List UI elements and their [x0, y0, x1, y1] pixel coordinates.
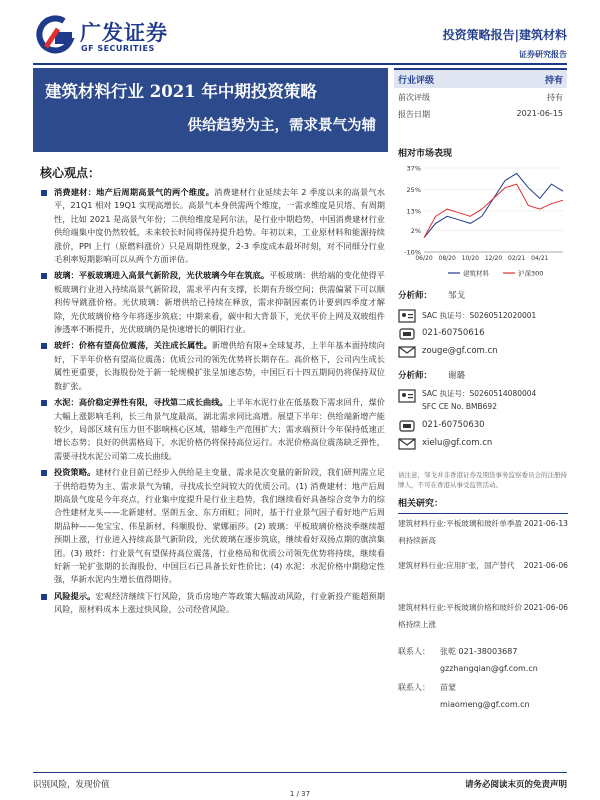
- core-paragraph: [40, 339, 385, 393]
- gf-logo-icon: [34, 15, 76, 57]
- header-divider: [33, 63, 567, 65]
- analyst-sac-number: SAC 执证号：S0260512020001: [422, 311, 537, 320]
- contact-email[interactable]: gzzhangqian@gf.com.cn: [440, 664, 538, 673]
- contact-email[interactable]: miaomeng@gf.com.cn: [440, 700, 530, 709]
- y-tick-label: 2%: [410, 227, 421, 236]
- analyst-sfc-number: SFC CE No. BMB692: [422, 402, 497, 411]
- related-item[interactable]: [398, 557, 568, 599]
- analyst-name: 谢璐: [448, 371, 466, 381]
- previous-rating-label: 前次评级: [398, 93, 430, 102]
- bullet-icon: [41, 400, 47, 406]
- paragraph-text: 宏观经济继续下行风险，货币房地产等政策大幅波动风险，行业新投产能超预期风险，原材料成本上涨过快风险，公司经营风险。: [54, 590, 385, 615]
- analyst-email[interactable]: xielu@gf.com.cn: [422, 438, 493, 448]
- paragraph-lead: 消费建材：地产后周期高景气的两个维度。: [54, 187, 215, 197]
- chart-title: 相对市场表现: [398, 149, 453, 159]
- report-date-value: 2021-06-15: [516, 109, 563, 118]
- phone-icon: [398, 418, 416, 434]
- rating-value: 持有: [544, 76, 563, 86]
- footer-divider: [33, 772, 567, 773]
- email-icon: [398, 344, 416, 360]
- contact-row: [398, 698, 568, 716]
- x-tick-label: 06/20: [415, 255, 433, 262]
- contact-row: [398, 662, 568, 680]
- paragraph-lead: 玻璃：平板玻璃进入高景气新阶段，光伏玻璃今年在筑底。: [54, 270, 270, 281]
- phone-icon: [398, 326, 416, 342]
- analyst-role: 分析师：: [398, 291, 433, 301]
- core-views-heading: 核心观点：: [40, 166, 101, 180]
- analyst-head: [398, 286, 568, 304]
- contact-label: 联系人：: [398, 683, 430, 692]
- series-line: [424, 173, 563, 237]
- analysts: [398, 286, 568, 490]
- paragraph-lead: 水泥：高价稳定弹性有限，寻找第二成长曲线。: [54, 397, 228, 408]
- analyst-role: 分析师：: [398, 371, 433, 381]
- analyst-name: 邹戈: [448, 291, 466, 301]
- report-subtitle: 供给趋势为主，需求景气为辅: [187, 117, 376, 134]
- logo-chinese-name: 广发证券: [80, 21, 168, 45]
- paragraph-text: 平板玻璃：供给端的变化使得平板玻璃行业进入持续高景气新阶段，需求平内有支撑，长期有升级空间；供需偏紧下可以顺利传导跳涨价格。光伏玻璃：新增供给已持续在释放，需求抑制因素仍计要到四季度才解除，光伏玻璃价格今年将逐步筑底；中期来看，碳中和大背景下，光伏平价上网及双玻组件渗透率不断提升，光伏玻璃仍是快速增长的朝阳行业。: [54, 270, 385, 335]
- report-date-row: [394, 105, 567, 122]
- y-tick-label: 13%: [406, 207, 421, 216]
- analyst-card: [398, 366, 568, 466]
- contacts: [398, 644, 568, 716]
- previous-rating-value: 持有: [547, 93, 563, 102]
- contact-name-phone: [440, 646, 517, 657]
- footer-disclaimer: 请务必阅读末页的免责声明: [464, 780, 567, 790]
- contact-row: [398, 644, 568, 662]
- contact-name: 苗蒙: [440, 683, 456, 692]
- report-title: 建筑材料行业 2021 年中期投资策略: [45, 82, 317, 101]
- x-tick-label: 10/20: [461, 255, 479, 262]
- footer-slogan: 识别风险，发现价值: [33, 780, 110, 790]
- bullet-icon: [41, 343, 47, 349]
- previous-rating-row: [394, 88, 567, 105]
- related-research-heading: 相关研究：: [398, 496, 568, 514]
- rating-label: 行业评级: [398, 76, 435, 86]
- id-card-icon: [398, 308, 416, 324]
- report-date-label: 报告日期: [398, 110, 430, 119]
- bullet-icon: [41, 273, 47, 279]
- related-item-date: 2021-06-13: [523, 519, 568, 528]
- related-item-date: 2021-06-06: [523, 603, 568, 612]
- related-item-title[interactable]: 建筑材料行业:平板玻璃价格和玻纤价格持续上涨: [398, 603, 523, 629]
- core-views: [40, 186, 385, 620]
- gf-logo: [34, 15, 194, 57]
- report-type: 证券研究报告: [519, 50, 567, 59]
- paragraph-text: 新增供给有限+全球复苏，上半年基本面持续向好，下半年价格有望高位震荡；优质公司的领先优势将长期存在。高价格下，公司内生成长属性更重要，长海股份处于新一轮规模扩张呈加速态势，中国巨石十四五期间仍将保持双位数扩张。: [54, 340, 385, 391]
- contact-name: 张乾: [440, 647, 456, 656]
- y-tick-label: 25%: [406, 185, 421, 194]
- id-card-icon: [398, 388, 416, 404]
- x-tick-label: 12/20: [484, 255, 503, 262]
- core-paragraph: [40, 466, 385, 587]
- contact-label: 联系人：: [398, 647, 430, 656]
- paragraph-lead: 风险提示。: [54, 590, 96, 601]
- title-banner: [33, 68, 388, 152]
- x-tick-label: 04/21: [531, 255, 549, 262]
- core-paragraph: [40, 396, 385, 463]
- relative-performance-chart: [398, 160, 568, 280]
- page-number: 1 / 37: [289, 790, 311, 798]
- paragraph-lead: 投资策略。: [54, 467, 96, 478]
- paragraph-text: 消费建材行业延续去年 2 季度以来的高景气水平，21Q1 相对 19Q1 实现高增长。高景气本身供需两个维度，一需求维度是贝塔、有周期性，比如 2021 是高景气年份；二供给维度是阿尔法，是行业中期趋势，中国消费建材行业供给端集中度仍然较低，未来较长时间将保持提升趋势。年初以来，工业原材料和能源持续涨价，PPI 上行（原燃料涨价）只是周期性现象，2-3 季度成本最坏时刻，对不同细分行业毛利率短期影响可以从两个方面评估。: [54, 187, 385, 265]
- y-tick-label: -10%: [404, 248, 421, 257]
- report-category-block: [443, 26, 567, 60]
- rating-box: [394, 68, 567, 122]
- related-item-title[interactable]: 建筑材料行业:应用扩张，国产替代: [398, 561, 515, 570]
- legend-label: 建筑材料: [463, 269, 489, 278]
- contact-row: [398, 680, 568, 698]
- core-paragraph: [40, 269, 385, 336]
- y-tick-label: 37%: [406, 164, 421, 173]
- x-tick-label: 02/21: [508, 255, 526, 262]
- paragraph-text: 建材行业目前已经步入供给是主变量、需求是次变量的新阶段，我们研判需立足于供给趋势为主、需求景气为辅，寻找成长空间较大的优质公司。(1) 消费建材：地产后周期高景气度是今年亮点，行业集中度提升是行业主趋势，我们继续看好具备综合竞争力的综合性建材龙头——北新建材、坚朗五金、东方雨虹；同时，基于行业景气因子看好地产后周期品种——兔宝宝、伟星新材、科顺股份、蒙娜丽莎。(2) 玻璃：平板玻璃价格淡季继续超预期上涨，行业进入持续高景气新阶段，光伏玻璃在逐步筑底，继续看好双扬点期的旗滨集团。(3) 玻纤：行业景气有望保持高位震荡，行业格局和优质公司领先优势将持续，继续看好新一轮扩张期的长海股份、中国巨石已具备长好性价比；(4) 水泥：水泥价格中期稳定性强，华新水泥内生增长值得期待。: [54, 467, 385, 585]
- analyst-card: [398, 286, 568, 366]
- report-category: 投资策略报告|建筑材料: [442, 28, 567, 42]
- paragraph-lead: 玻纤：价格有望高位震荡，关注成长属性。: [54, 340, 212, 351]
- related-item[interactable]: [398, 599, 568, 641]
- analyst-disclaimer: 请注意，邹戈并非香港证券及期货事务监察委员会的注册持牌人，不可在香港从事受监管活动。: [398, 471, 567, 489]
- related-item-date: 2021-06-06: [523, 561, 568, 570]
- bullet-icon: [41, 594, 47, 600]
- x-tick-label: 08/20: [438, 255, 456, 262]
- related-research-list: [398, 515, 568, 641]
- bullet-icon: [41, 190, 47, 196]
- analyst-phone[interactable]: 021-60750616: [422, 328, 485, 338]
- core-paragraph: [40, 590, 385, 617]
- analyst-phone[interactable]: 021-60750630: [422, 420, 485, 430]
- bullet-icon: [41, 470, 47, 476]
- rating-header: [394, 68, 567, 88]
- analyst-email[interactable]: zouge@gf.com.cn: [422, 346, 498, 356]
- related-item[interactable]: [398, 515, 568, 557]
- contact-phone[interactable]: 021-38003687: [458, 647, 518, 656]
- core-paragraph: [40, 186, 385, 266]
- analyst-head: [398, 366, 568, 384]
- logo-english-name: GF SECURITIES: [81, 44, 155, 53]
- related-item-title[interactable]: 建筑材料行业:平板玻璃和玻纤单季盈利持续新高: [398, 519, 523, 545]
- legend-label: 沪深300: [518, 269, 544, 278]
- paragraph-text: 上半年水泥行业在低基数下需求回升，煤价大幅上涨影响毛利，长三角景气度最高，湖北需求同比高增。展望下半年：供给端新增产能较少，局部区域有压力但不影响核心区域，错峰生产范围扩大；需求端预计今年保持低速正增长态势；良好的供需格局下，水泥价格仍将保持高位运行。水泥价格高位震荡缺乏弹性，需要寻找水泥公司第二成长曲线。: [54, 397, 385, 461]
- email-icon: [398, 436, 416, 452]
- analyst-sac-number: SAC 执证号：S0260514080004: [422, 389, 537, 398]
